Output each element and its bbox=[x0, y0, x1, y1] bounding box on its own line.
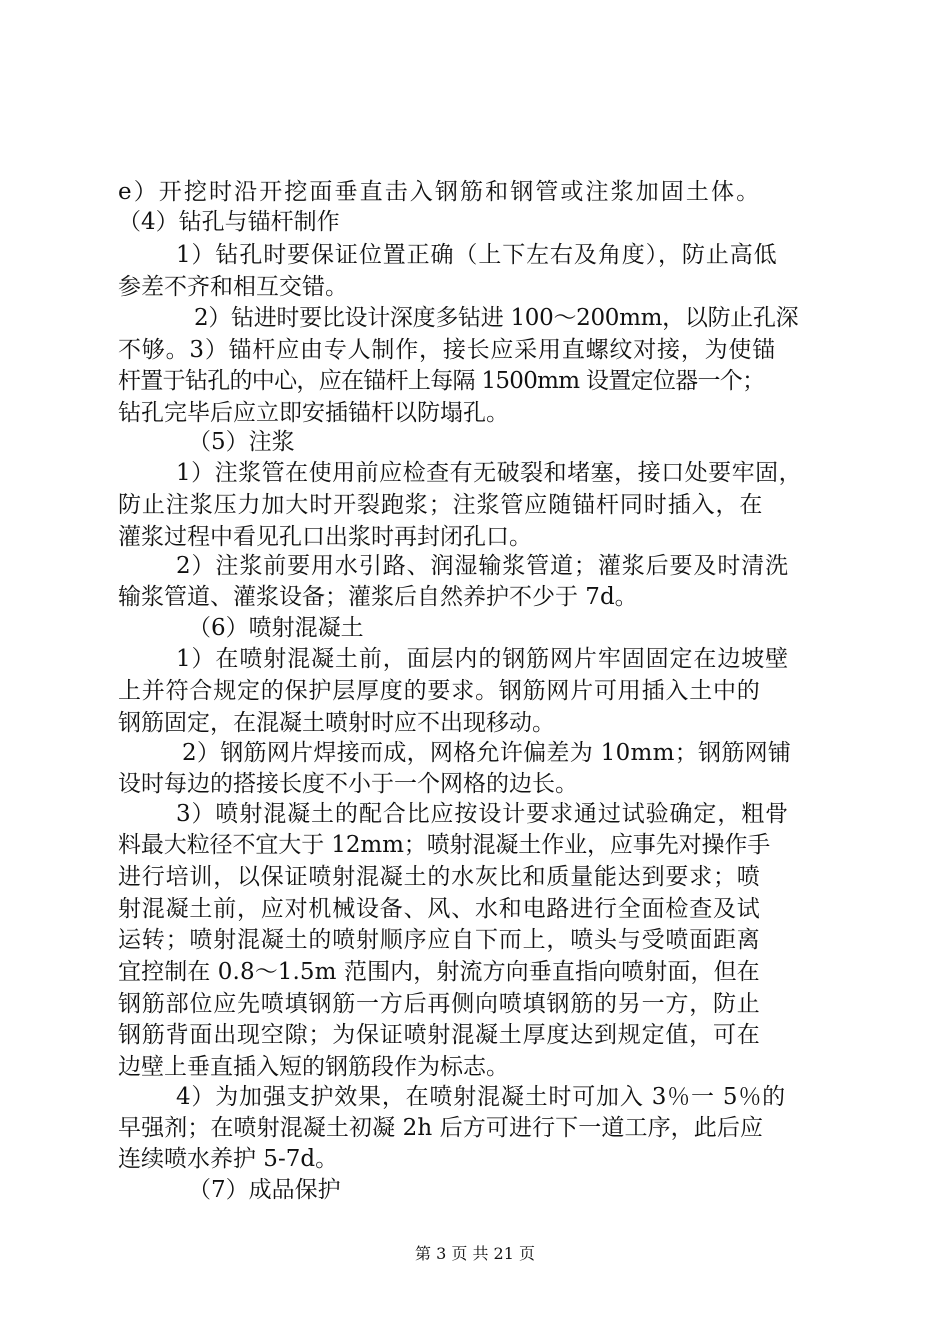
text-line: 杆置于钻孔的中心，应在锚杆上每隔 1500mm 设置定位器一个； bbox=[118, 368, 765, 394]
section-heading: （4）钻孔与锚杆制作 bbox=[118, 209, 340, 235]
text-line: 钢筋部位应先喷填钢筋一方后再侧向喷填钢筋的另一方，防止 bbox=[118, 991, 761, 1017]
text-line: 钻孔完毕后应立即安插锚杆以防塌孔。 bbox=[118, 400, 509, 426]
text-line: 钢筋背面出现空隙；为保证喷射混凝土厚度达到规定值，可在 bbox=[118, 1022, 761, 1048]
text-line: 不够。3）锚杆应由专人制作，接长应采用直螺纹对接，为使锚 bbox=[118, 337, 777, 363]
text-line: 料最大粒径不宜大于 12mm；喷射混凝土作业，应事先对操作手 bbox=[118, 832, 771, 858]
text-line: 钢筋固定，在混凝土喷射时应不出现移动。 bbox=[118, 710, 555, 736]
text-line: 上并符合规定的保护层厚度的要求。钢筋网片可用插入土中的 bbox=[118, 678, 761, 704]
text-line: 2）钻进时要比设计深度多钻进 100～200mm，以防止孔深 bbox=[194, 305, 799, 331]
section-heading: （6）喷射混凝土 bbox=[188, 615, 364, 641]
text-line: 宜控制在 0.8～1.5m 范围内，射流方向垂直指向喷射面，但在 bbox=[118, 959, 760, 985]
text-line: 边壁上垂直插入短的钢筋段作为标志。 bbox=[118, 1054, 509, 1080]
text-line: 早强剂；在喷射混凝土初凝 2h 后方可进行下一道工序，此后应 bbox=[118, 1115, 764, 1141]
text-line: 2）注浆前要用水引路、润湿输浆管道；灌浆后要及时清洗 bbox=[176, 553, 790, 579]
text-line: 进行培训，以保证喷射混凝土的水灰比和质量能达到要求；喷 bbox=[118, 864, 761, 890]
text-line: 运转；喷射混凝土的喷射顺序应自下而上，喷头与受喷面距离 bbox=[118, 927, 761, 953]
text-line: 灌浆过程中看见孔口出浆时再封闭孔口。 bbox=[118, 524, 532, 550]
section-heading: （7）成品保护 bbox=[188, 1177, 341, 1203]
text-line: 1）注浆管在使用前应检查有无破裂和堵塞，接口处要牢固， bbox=[176, 460, 803, 486]
text-line: 射混凝土前，应对机械设备、风、水和电路进行全面检查及试 bbox=[118, 896, 761, 922]
text-line: e）开挖时沿开挖面垂直击入钢筋和钢管或注浆加固土体。 bbox=[118, 179, 762, 205]
text-line: 1）钻孔时要保证位置正确（上下左右及角度），防止高低 bbox=[176, 242, 778, 268]
text-line: 4）为加强支护效果，在喷射混凝土时可加入 3％一 5％的 bbox=[176, 1084, 786, 1110]
text-line: 3）喷射混凝土的配合比应按设计要求通过试验确定，粗骨 bbox=[176, 801, 790, 827]
text-line: 设时每边的搭接长度不小于一个网格的边长。 bbox=[118, 771, 578, 797]
text-line: 1）在喷射混凝土前，面层内的钢筋网片牢固固定在边坡壁 bbox=[176, 646, 790, 672]
text-line: 2）钢筋网片焊接而成，网格允许偏差为 10mm；钢筋网铺 bbox=[182, 740, 792, 766]
text-line: 连续喷水养护 5-7d。 bbox=[118, 1146, 339, 1172]
page-number-footer: 第 3 页 共 21 页 bbox=[415, 1244, 535, 1263]
text-line: 输浆管道、灌浆设备；灌浆后自然养护不少于 7d。 bbox=[118, 584, 638, 610]
text-line: 防止注浆压力加大时开裂跑浆；注浆管应随锚杆同时插入，在 bbox=[118, 492, 764, 518]
text-line: 参差不齐和相互交错。 bbox=[118, 274, 348, 300]
section-heading: （5）注浆 bbox=[188, 429, 295, 455]
